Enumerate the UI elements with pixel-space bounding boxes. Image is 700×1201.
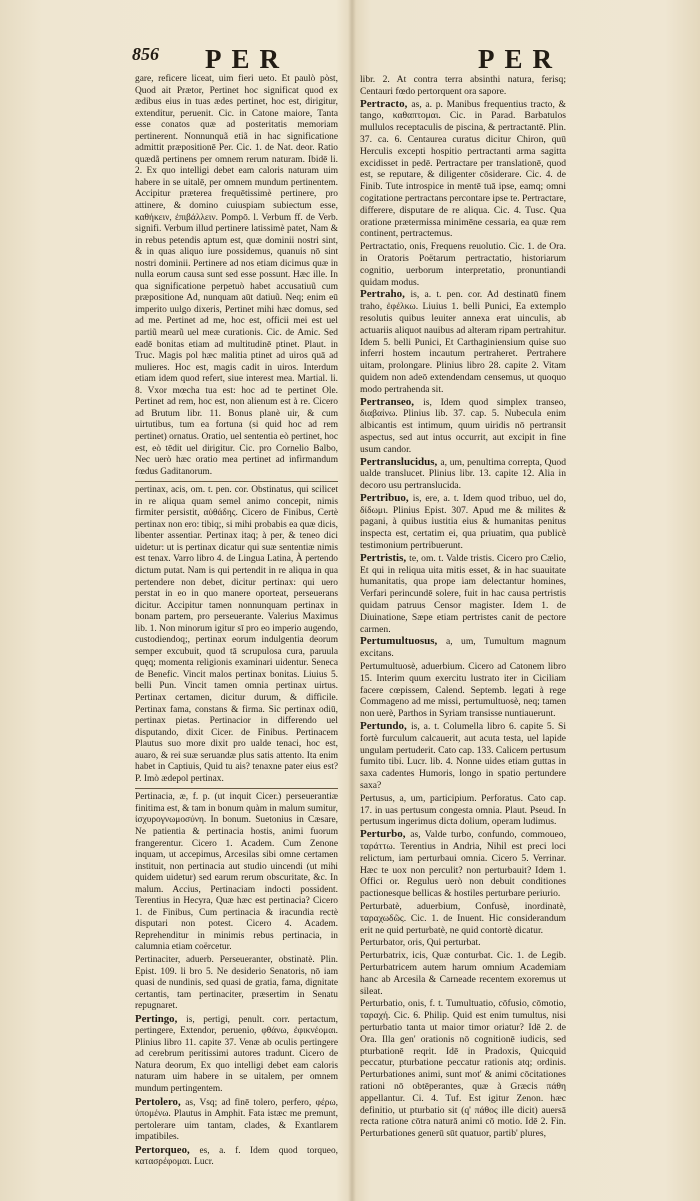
- entry-text: is, pertigi, penult. corr. pertactum, pertingere, Extendor, peruenio, φθάνω, ἐφικνέομαι. Plinius libro 11. capite 37. Venæ ab oculis pertingere ad cerebrum peritissimi autores tradunt. Cicero de Natura deorum, Ex quo intelligi debet eam caloris naturam uim habere in se uitalem, per omnem mundum pertingentem.: [135, 1014, 338, 1095]
- running-head-right: PER: [478, 44, 562, 74]
- entry-text: as, Vsq; ad finē tolero, perfero, φέρω, ὑπομένω. Plautus in Amphit. Fata istæc me premunt, pertolerare uim tantam, clades, & Exantlarem impatibiles.: [135, 1097, 339, 1143]
- entry-pertractatio: [360, 241, 566, 288]
- headword: Pertribuo,: [360, 491, 413, 504]
- entry-pertingo: [135, 1014, 338, 1096]
- entry-perturbatrix: [360, 950, 566, 997]
- entry-pertolero: [135, 1097, 338, 1144]
- entry-perturbator: [360, 937, 566, 949]
- entry-text: is, a. t. pen. cor. Ad destinatū finem traho, ἐφέλκω. Liuius 1. belli Punici, Ea extemplo resolutis quibus leuiter annexa erat uinculis, ab actuariis aliquot nauibus ad alteram ripam pertrahitur. Idem 5. belli Punici, Et Carthaginiensium quise suo inferri hostem incautum pertraheret. Pertrahere uitam, prolongare. Plinius libro 28. capite 2. Vitam quidem non adeō extendendam censemus, ut quoquo modo pertrahenda sit.: [360, 289, 567, 395]
- entry-text: libr. 2. At contra terra absinthi natura, ferisq; Centauri fœdo pertorquent ora sapore.: [360, 74, 566, 97]
- entry-text: Perturbatio, onis, f. t. Tumultuatio, cōfusio, cōmotio, ταραχή. Cic. 6. Philip. Quid est enim tumultus, nisi perturbatio tanta ut maior timor oriatur? Idē 2. de Ora. Illa gen' orationis nō cognitionē iudicis, sed pturbationē reqrit. Idē in Pradoxis, Quicquid peccatur, pturbatione peccatur rationis atq; ordinis. Perturbationes animi, sunt mot' & animi cōcitationes rationi nō obtēperantes, quæ à Græcis πάθη appellantur. Ci. 4. Tuf. Est igitur Zenon. hæc definitio, ut pturbatio sit (q' πάθος ille dicit) auersā recta ratione cōtra naturā animi cō motio. Idē 2. Fin. Perturbationes generū sūt quatuor, partib' plures,: [360, 998, 566, 1140]
- entry-divider: [135, 481, 338, 482]
- entry-perturbo: [360, 829, 566, 900]
- entry-pertinaciter: [135, 955, 338, 1013]
- entry-pertorqueo: [135, 1145, 338, 1169]
- entry-text: Pertusus, a, um, participium. Perforatus. Cato cap. 17. in uas pertusum congesta omnia. Plaut. Pseud. In pertusum ingerimus dicta dolium, operam ludimus.: [360, 792, 566, 828]
- entry-pertusus: [360, 793, 566, 828]
- entry-text: is, ere, a. t. Idem quod tribuo, uel do, δίδωμι. Plinius Epist. 307. Apud me & milites & pagani, à quibus iustitia eius & humanitas penitus inspecta est, certatim ei, qua priuatim, qua publicè testimonium pertribuerunt.: [360, 492, 566, 552]
- running-head-left: PER: [205, 44, 289, 74]
- entry-text: te, om. t. Valde tristis. Cicero pro Cælio, Et qui in reliqua uita mitis esset, & in hac suauitate humanitatis, qua prope iam delectantur homines, Verfari perincundē solere, fuit in hac causa pertristis quidam patruus Censor magister. Idem 1. de Diuinatione, Sæpe etiam pertristes canit de pectore carmen.: [360, 552, 566, 635]
- entry-pertumultuose: [360, 661, 566, 720]
- entry-text: Pertractatio, onis, Frequens reuolutio. Cic. 1. de Ora. in Oratoris Poëtarum pertractatio, historiarum cognitio, uerborum interpretatio, pronuntiandi quidam modus.: [360, 241, 566, 288]
- headword: Pertracto,: [360, 97, 412, 110]
- entry-text: Perturbatrix, icis, Quæ conturbat. Cic. 1. de Legib. Perturbatricem autem harum omnium Academiam hanc ab Arcesila & Carneade recentem exoremus ut sileat.: [360, 950, 566, 997]
- entry-text: gare, reficere liceat, uim fieri ueto. Et paulò pòst, Quod ait Prætor, Pertinet hoc significat quod ex ædibus eius in tuas ædes pertinet, hoc est, dirigitur, extenditur, peruenit. Cic. in Catone maiore, Tanta esse conatos quæ ad posteritatis memoriam pertinerent. Nonnunquã etiã in hac significatione admittit præpositionē Per. Cic. 1. de Nat. deor. Ratio quædã pertinens per omnem rerum naturam. Ibidē li. 2. Ex quo intelligi debet eam caloris naturam uim habere in se uitalē, per omnem mundum pertinentem. Accipitur præterea frequētissimè pertinere, pro attinere, & domino cuiuspiam subiectum esse, καθήκειν, ἐπιβάλλειν. Pompō. l. Verbum ff. de Verb. signifi. Verbum illud pertinere latissimè patet, Nam & in rebus petendis aptum est, quæ dominii nostri sint, & in quas aliquo iure possidemus, quanuis nō sint nostri dominii. Pertinere ad nos etiam dicimus quæ in nulla eorum causa sunt sed esse possunt. Hæc ille. In qua significatione perpetuò habet accusatiuũ cum præpositione Ad, nunquam aūt datiuũ. Neq; enim eū imperito uulgo dixeris, Pertinet mihi hæc domus, sed ad me. Pertinet ad me, hoc est, officii mei est uel partiũ mearũ uel meæ curationis. Cic. de Amic. Sed eadē bonitas etiam ad multitudinē ptinet. Plaut. in Truc. Magis pol hæc malitia ptinet ad uiros quā ad mulieres. Hoc est, magis cadit in uiros. Interdum etiam idem quod refert, siue interest mea. Martial. li. 8. Vxor mœcha tua est: hoc ad te pertinet Ole. Pertinet ad rem, hoc est, non alienum est à re. Cicero ad Brutum libr. 11. Bonus planè uir, & cum uirtutibus, tum ea fortuna (si quid hoc ad rem pertinet) ornatus. Oratio, uel sententia eò pertinet, hoc est, eò tēdit uel dirigitur. Cic. pro Cornelio Balbo, Nec uerò hæc oratio mea pertinet ad infirmandum fœdus Gaditanorum.: [135, 74, 338, 477]
- entry-text: as, a. p. Manibus frequentius tracto, & tango, καθαπτομαι. Cic. in Parad. Barbatulos mullulos receptaculis de piscina, & pertractantē. Plin. 37. ca. 6. Centaurea curatus dicitur Chiron, quū Herculis excepti hospitio pertractanti arma sagitta excidisset in pedē. Pertractare per translationē, quod est, se reputare, & diligenter cōsiderare. Cic. 4. de Finib. Tute introspice in mentē tuā ipse, eamq; omni cogitatione pertractans percontare ipse te. Pertractare, differere, disputare de re aliqua. Cic. 4. Tusc. Qua oratione prætermissa minimēne cessaria, ea quæ rem continent, pertractemus.: [360, 98, 566, 240]
- headword: Perturbo,: [360, 828, 411, 841]
- headword: Pertingo,: [135, 1012, 187, 1025]
- entry-pertribuo: [360, 493, 566, 552]
- entry-text: Pertumultuosè, aduerbium. Cicero ad Catonem libro 15. Interim quum exercitu lustrato iter in Ciciliam facere cœpissem, Calend. Septemb. legati à rege Commageno ad me missi, pertumultuosè, neq; tamen non uerè, Parthos in Syriam transisse nuntiauerunt.: [360, 661, 566, 720]
- entry-text: is, Idem quod simplex transeo, διαβαίνω. Plinius lib. 37. cap. 5. Nubecula enim albicantis est intimum, quum uiridis nō pertransit aspectus, sed aut intus occurrit, aut excipit in fine usum candor.: [360, 396, 566, 455]
- entry-pertineo-cont: [135, 74, 338, 478]
- headword: Pertolero,: [135, 1095, 186, 1108]
- headword: Pertraho,: [360, 288, 411, 301]
- entry-text: Perturbatè, aduerbium, Confusè, inordinatè, ταραχωδῶς. Cic. 1. de Inuent. Hic considerandum erit ne quid perturbatè, ne quid contortè dicatur.: [360, 900, 566, 936]
- headword: Pertristis,: [360, 551, 410, 564]
- entry-pertinax: [135, 485, 338, 785]
- entry-pertristis: [360, 553, 566, 636]
- entry-pertinacia: [135, 792, 338, 954]
- headword: Pertranslucidus,: [360, 455, 441, 468]
- entry-pertracto: [360, 99, 566, 241]
- entry-pertranseo: [360, 397, 566, 456]
- headword: Pertumultuosus,: [360, 635, 447, 648]
- entry-pertraho: [360, 289, 566, 395]
- entry-divider: [135, 788, 338, 789]
- entry-text: as, Valde turbo, confundo, commoueo, ταράττω. Terentius in Andria, Nihil est preci loci relictum, iam perturbaui omnia. Cicero 5. Verrinar. Hæc te uox non perculit? non perturbauit? Idem 1. Offici or. Regulus uerò non debuit conditiones pactionesque bellicas & hostiles perturbare periurio.: [360, 829, 566, 900]
- entry-text: a, um, Tumultum magnum excitans.: [360, 636, 566, 660]
- headword: Pertorqueo,: [135, 1143, 200, 1156]
- entry-pertranslucidus: [360, 457, 566, 492]
- entry-pertundo: [360, 721, 566, 792]
- entry-perturbatio: [360, 998, 566, 1140]
- entry-text: Pertinaciter, aduerb. Perseueranter, obstinatè. Plin. Epist. 109. li bro 5. Ne desiderio Senatoris, nō iam quasi de nundinis, sed quasi de gratia, fama, dignitate certantis, tam pertinaciter, præsertim in Senatu repugnaret.: [135, 955, 338, 1012]
- headword: Pertranseo,: [360, 395, 424, 408]
- headword: Pertundo,: [360, 720, 411, 733]
- page-gutter: [348, 0, 356, 1201]
- entry-perturbate: [360, 901, 566, 936]
- entry-text: is, a. t. Columella libro 6. capite 5. Si fortè furculum calcauerit, aut acuta testa, uel lapide ungulam pertuderit. Cato cap. 133. Calicem pertusum fumito tibi. Lucr. lib. 4. Nonne uides etiam guttas in saxa cadentes Humoris, longo in spatio pertundere saxa?: [360, 721, 567, 792]
- entry-pertumultuosus: [360, 636, 566, 660]
- entry-pertorqueo-cont: [360, 74, 566, 98]
- entry-text: a, um, penultima correpta, Quod ualde translucet. Plinius libr. 13. capite 12. Alia in decoro usu pertranslucida.: [360, 456, 566, 492]
- entry-text: pertinax, acis, om. t. pen. cor. Obstinatus, qui scilicet in re aliqua quam semel animo concepit, nimis firmiter persistit, αὐθάδης. Cicero de Finibus, Certè pertinax non ero: tibiq;, si mihi probabis ea quæ dicis, libenter assentiar. Pertinax itaq; à per, & teneo dici uidetur: ut is pertinax dicatur qui suæ sententiæ nimis est tenax. Varro libro 4. de Lingua Latina, À pertendo dictum putat. Nam is qui pertendit in re aliqua in qua pertendere non debet, dicitur pertinax: qui uero perstat in eo in quo manere oporteat, perseuerans dicitur. Accipitur tamen nonnunquam pertinax in bonam partem, pro perseuerante. Valerius Maximus lib. 1. Non minorum igitur sī pro eo imperio augendo, custodiendoq;, pertinax eorum indulgentia deorum semper excubuit, quod tā scrupulosa cura, paruula quęq; momenta religionis examinari uidentur. Seneca de Benefic. Vincit malos pertinax bonitas. Liuius 5. belli Pun. Vincit tamen omnia pertinax uirtus. Pertinax certamen, dicitur durum, & difficile. Pertinax fama, constans & firma. Sic pertinax odiū, pertinax pietas. Pertinacior in differendo uel disputando, dixit Cicer. de Finibus. Pertinacem Plautus suo more dixit pro ualde tenaci, hoc est, auaro, & rei suæ seruandæ plus satis attento. Ita enim habet in Captiuis, Quid tu ais? tenaxne pater eius est? P. Imò ædepol pertinax.: [135, 485, 338, 784]
- entry-text: Pertinacia, æ, f. p. (ut inquit Cicer.) perseuerantiæ finitima est, & tam in bonum quàm in malum sumitur, ἰσχυρογνωμοσύνη. In bonum. Suetonius in Cæsare, Ne patientia & pertinacia hostis, animi fuorum frangerentur. Cicero 1. Academ. Cum Zenone inquam, ut accepimus, Arcesilas sibi omne certamen instituit, non pertinacia aut studio uincendi (ut mihi quidem uidetur) sed earum rerum obscuritate, &c. In malum. Accius, Pertinaciam indocti possident. Terentius in Hecyra, Quæ hæc est pertinacia? Cicero 1. de Finibus, Cum pertinacia & iracundia rectè disputari non potest. Cicero 4. Academ. Reprehenditur in minimis rebus pertinacia, in calumnia etiam coërcetur.: [135, 792, 338, 953]
- page-number: 856: [132, 44, 159, 64]
- entry-text: es, a. f. Idem quod torqueo, κατασρέφομαι. Lucr.: [135, 1145, 338, 1168]
- right-column: [360, 74, 566, 1141]
- left-column: [135, 74, 338, 1170]
- entry-text: Perturbator, oris, Qui perturbat.: [360, 937, 481, 949]
